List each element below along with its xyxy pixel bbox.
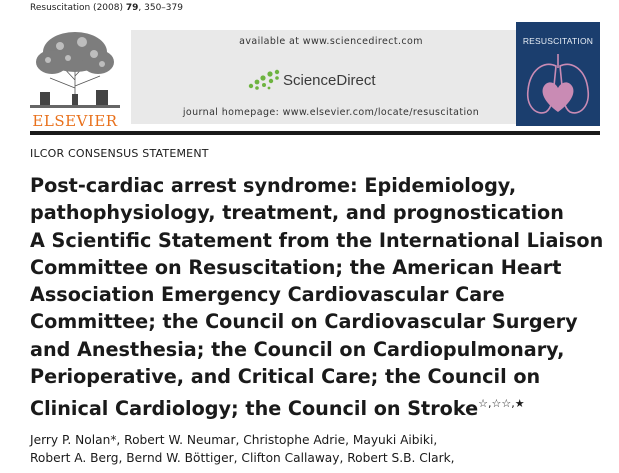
- sciencedirect-banner: [131, 30, 531, 124]
- journal-homepage-link[interactable]: journal homepage: www.elsevier.com/locate/resuscitation: [182, 107, 480, 118]
- title-line: Committee; the Council on Cardiovascular Surgery: [30, 310, 578, 334]
- title-line: Association Emergency Cardiovascular Care: [30, 283, 505, 307]
- title-line: Perioperative, and Critical Care; the Council on: [30, 365, 541, 389]
- title-line: A Scientific Statement from the International Liaison: [30, 228, 604, 252]
- journal-header: [30, 20, 600, 130]
- elsevier-logo[interactable]: [30, 28, 120, 130]
- title-line: Committee on Resuscitation; the American Heart: [30, 255, 562, 279]
- title-footnote-marks[interactable]: ☆,☆☆,★: [478, 397, 525, 411]
- title-line-text: Clinical Cardiology; the Council on Stroke: [30, 397, 479, 421]
- title-line: pathophysiology, treatment, and prognostication: [30, 201, 564, 225]
- title-line-last: [30, 390, 610, 422]
- header-rule: [30, 131, 600, 135]
- heart-lungs-icon: [522, 46, 594, 122]
- journal-cover[interactable]: [516, 22, 600, 126]
- citation-journal: Resuscitation (2008): [30, 3, 123, 13]
- elsevier-wordmark: ELSEVIER: [32, 112, 118, 130]
- author-line: Robert A. Berg, Bernd W. Böttiger, Clifton Callaway, Robert S.B. Clark,: [30, 450, 455, 465]
- sciencedirect-logo[interactable]: [247, 68, 427, 92]
- citation-line: [30, 3, 183, 13]
- citation-volume: 79: [125, 3, 139, 13]
- author-list: [30, 432, 610, 467]
- article-type-label: ILCOR CONSENSUS STATEMENT: [30, 147, 209, 160]
- author-line: Jerry P. Nolan*, Robert W. Neumar, Christophe Adrie, Mayuki Aibiki,: [30, 433, 438, 447]
- title-line: and Anesthesia; the Council on Cardiopulmonary,: [30, 337, 565, 361]
- sciencedirect-name: ScienceDirect: [283, 72, 376, 89]
- available-at-link[interactable]: available at www.sciencedirect.com: [239, 36, 423, 47]
- cover-title: RESUSCITATION: [522, 36, 594, 46]
- article-title: [30, 172, 610, 423]
- sciencedirect-dots-icon: [247, 68, 287, 92]
- citation-pages: , 350–379: [138, 3, 183, 13]
- title-line: Post-cardiac arrest syndrome: Epidemiology,: [30, 174, 517, 197]
- elsevier-tree-icon: [30, 28, 120, 108]
